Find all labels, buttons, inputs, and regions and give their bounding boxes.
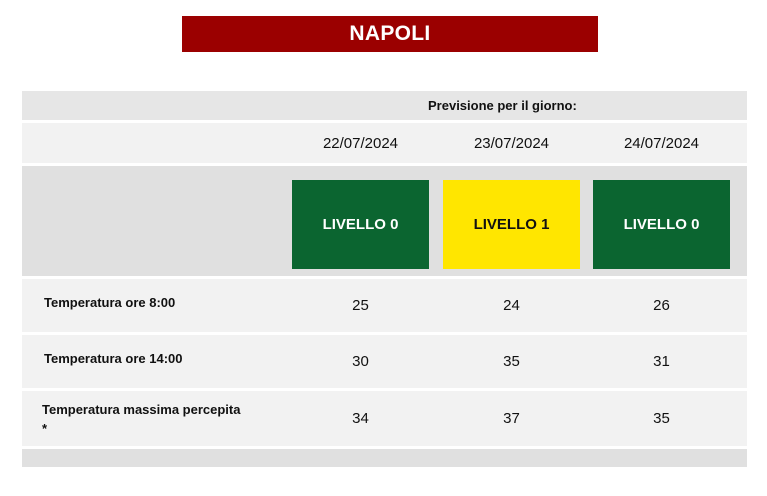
temperature-row-14	[22, 335, 747, 388]
level-badge-day-2: LIVELLO 1	[443, 180, 580, 269]
dates-row	[22, 123, 747, 163]
date-day-1: 22/07/2024	[322, 134, 399, 152]
row-label-temp-8: Temperatura ore 8:00	[44, 294, 176, 310]
caption-row	[22, 91, 747, 120]
forecast-caption: Previsione per il giorno:	[428, 98, 577, 113]
temperature-row-max	[22, 391, 747, 446]
row-label-temp-14: Temperatura ore 14:00	[44, 350, 183, 366]
value-temp-14-day-3: 31	[653, 353, 670, 370]
value-temp-8-day-2: 24	[503, 297, 520, 314]
row-label-temp-max: Temperatura massima percepita *	[42, 401, 241, 436]
level-badge-day-3: LIVELLO 0	[593, 180, 730, 269]
level-badge-day-1: LIVELLO 0	[292, 180, 429, 269]
levels-row	[22, 166, 747, 276]
temperature-row-8	[22, 279, 747, 332]
date-day-3: 24/07/2024	[623, 134, 700, 152]
value-temp-14-day-1: 30	[352, 353, 369, 370]
value-temp-max-day-2: 37	[503, 410, 520, 427]
value-temp-max-day-3: 35	[653, 410, 670, 427]
value-temp-8-day-3: 26	[653, 297, 670, 314]
value-temp-max-day-1: 34	[352, 410, 369, 427]
value-temp-14-day-2: 35	[503, 353, 520, 370]
city-title: NAPOLI	[182, 16, 598, 52]
table-footer-bar	[22, 449, 747, 467]
value-temp-8-day-1: 25	[352, 297, 369, 314]
date-day-2: 23/07/2024	[473, 134, 550, 152]
